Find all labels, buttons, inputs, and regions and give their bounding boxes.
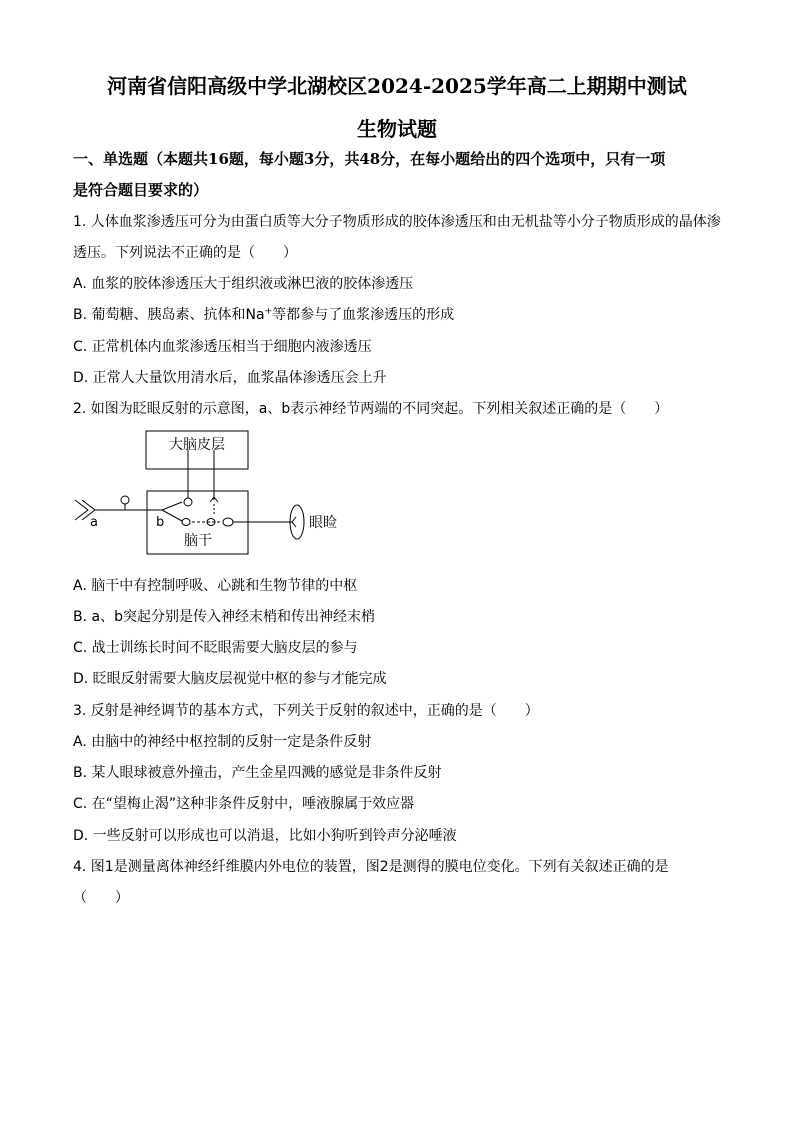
q2-option-a: A. 脑干中有控制呼吸、心跳和生物节律的中枢 (73, 578, 358, 594)
q2-option-d: D. 眨眼反射需要大脑皮层视觉中枢的参与才能完成 (73, 671, 387, 687)
afferent-branch-up (162, 502, 182, 510)
q2-stem-line-1: 2. 如图为眨眼反射的示意图，a、b表示神经节两端的不同突起。下列相关叙述正确的是（ ） (73, 401, 669, 417)
q1-option-b (73, 306, 454, 324)
eyelid-label: 眼睑 (309, 515, 337, 531)
q3-option-d: D. 一些反射可以形成也可以消退，比如小狗听到铃声分泌唾液 (73, 828, 457, 844)
ganglion-cell-body (121, 496, 129, 504)
q1-option-b-tail: 等都参与了血浆渗透压的形成 (272, 307, 455, 323)
cortex-label: 大脑皮层 (169, 437, 225, 453)
q1-option-d: D. 正常人大量饮用清水后，血浆晶体渗透压会上升 (73, 370, 387, 386)
document-subtitle: 生物试题 (357, 117, 437, 141)
q1-option-b-sup: + (264, 306, 273, 317)
label-b: b (156, 515, 165, 530)
q1-option-c: C. 正常机体内血浆渗透压相当于细胞内液渗透压 (73, 339, 372, 355)
q1-stem-line-1: 1. 人体血浆渗透压可分为由蛋白质等大分子物质形成的胶体渗透压和由无机盐等小分子物质形成的晶体渗 (73, 214, 721, 230)
q1-stem-line-2: 透压。下列说法不正确的是（ ） (73, 245, 297, 261)
document-title: 河南省信阳高级中学北湖校区2024-2025学年高二上期期中测试 (107, 74, 687, 98)
q3-option-b: B. 某人眼球被意外撞击，产生金星四溅的感觉是非条件反射 (73, 765, 442, 781)
q2-option-c: C. 战士训练长时间不眨眼需要大脑皮层的参与 (73, 640, 358, 656)
section-heading-line-1: 一、单选题（本题共16题，每小题3分，共48分，在每小题给出的四个选项中，只有一项 (73, 150, 666, 168)
interneuron-terminal (182, 519, 190, 526)
q1-option-a: A. 血浆的胶体渗透压大于组织液或淋巴液的胶体渗透压 (73, 276, 414, 292)
motor-synapse-right (223, 518, 233, 526)
blink-reflex-diagram (70, 428, 370, 563)
q2-option-b: B. a、b突起分别是传入神经末梢和传出神经末梢 (73, 609, 375, 625)
q4-stem-line-1: 4. 图1是测量离体神经纤维膜内外电位的装置，图2是测得的膜电位变化。下列有关叙述正确的是 (73, 859, 669, 875)
cortex-synapse-terminal (184, 498, 192, 506)
afferent-branch-down (162, 510, 182, 521)
brainstem-label: 脑干 (184, 533, 212, 549)
q3-option-c: C. 在“望梅止渴”这种非条件反射中，唾液腺属于效应器 (73, 796, 415, 812)
label-a: a (90, 515, 98, 530)
q4-stem-line-2: （ ） (73, 890, 129, 906)
q3-stem-line-1: 3. 反射是神经调节的基本方式，下列关于反射的叙述中，正确的是（ ） (73, 703, 539, 719)
eyelid-arrow-icon (292, 517, 296, 527)
section-heading-line-2: 是符合题目要求的） (73, 181, 209, 199)
q1-option-b-text: B. 葡萄糖、胰岛素、抗体和Na (73, 307, 265, 323)
q3-option-a: A. 由脑中的神经中枢控制的反射一定是条件反射 (73, 734, 372, 750)
